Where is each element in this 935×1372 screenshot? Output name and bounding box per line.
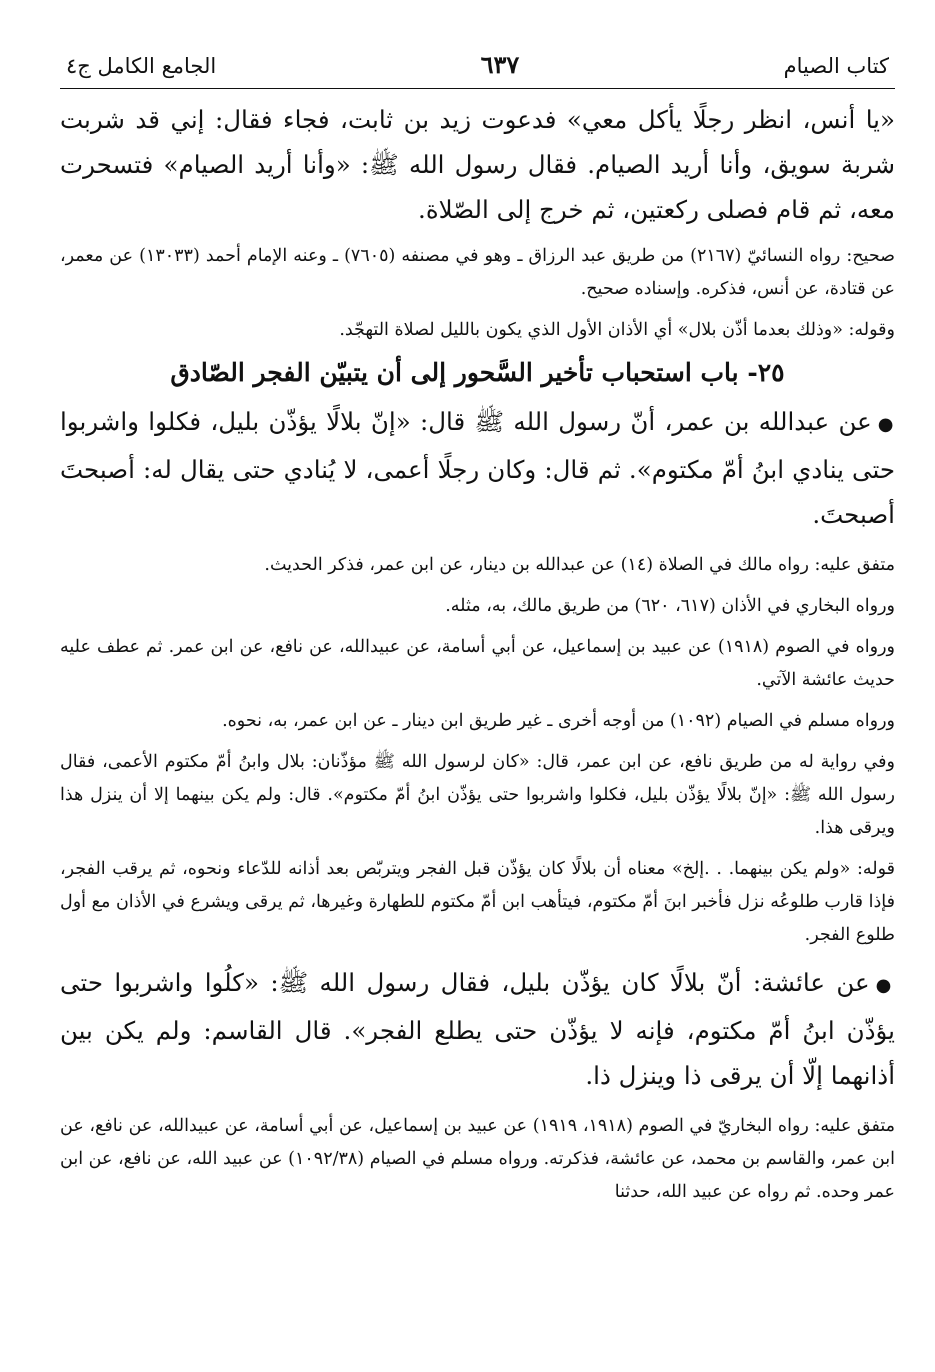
hadith-aisha (60, 960, 895, 1098)
hadith-ibn-umar-text: عن عبدالله بن عمر، أنّ رسول الله ﷺ قال: «إنّ بلالًا يؤذّن بليل، فكلوا واشربوا حتى ينادي ابنُ أمّ مكتوم». ثم قال: وكان رجلًا أعمى، لا يُنادي حتى يقال له: أصبحتَ أصبحتَ. (60, 407, 895, 529)
takhrij-note-4: ورواه في الصوم (١٩١٨) عن عبيد بن إسماعيل، عن أبي أسامة، عن عبيدالله، عن نافع، عن ابن عمر. ثم عطف عليه حديث عائشة الآتي. (60, 637, 895, 690)
header-volume-title: الجامع الكامل ج٤ (66, 54, 217, 78)
takhrij-note-7: متفق عليه: رواه البخاريّ في الصوم (١٩١٨، ١٩١٩) عن عبيد بن إسماعيل، عن أبي أسامة، عن عبيدالله، عن نافع، عن ابن عمر، والقاسم بن محمد، عن عائشة، فذكرته. ورواه مسلم في الصيام (١٠٩٢/٣٨) عن عبيد الله، عن نافع، عن ابن عمر وحده. ثم رواه عن عبيد الله، حدثنا (60, 1116, 896, 1202)
hadith-text-continued: «يا أنس، انظر رجلًا يأكل معي» فدعوت زيد بن ثابت، فجاء فقال: إني قد شربت شربة سويق، وأنا أريد الصيام. فقال رسول الله ﷺ: «وأنا أريد الصيام» فتسحرت معه، ثم قام فصلى ركعتين، ثم خرج إلى الصّلاة. (60, 105, 895, 224)
commentary-note-1: وقوله: «وذلك بعدما أذّن بلال» أي الأذان الأول الذي يكون بالليل لصلاة التهجّد. (339, 320, 895, 340)
takhrij-note-6: وفي رواية له من طريق نافع، عن ابن عمر، قال: «كان لرسول الله ﷺ مؤذّنان: بلال وابنُ أمّ مكتوم الأعمى، فقال رسول الله ﷺ: «إنّ بلالًا يؤذّن بليل، فكلوا واشربوا حتى يؤذّن ابنُ أمّ مكتوم». قال: ولم يكن بينهما إلا أن ينزل هذا ويرقى هذا. (60, 752, 895, 838)
takhrij-note-1: صحيح: رواه النسائيّ (٢١٦٧) من طريق عبد الرزاق ـ وهو في مصنفه (٧٦٠٥) ـ وعنه الإمام أحمد (١٣٠٣٣) عن معمر، عن قتادة، عن أنس، فذكره. وإسناده صحيح. (60, 246, 895, 299)
takhrij-note-5: ورواه مسلم في الصيام (١٠٩٢) من أوجه أخرى ـ غير طريق ابن دينار ـ عن ابن عمر، به، نحوه. (222, 711, 895, 731)
hadith-ibn-umar (60, 399, 895, 537)
running-header (60, 50, 895, 89)
chapter-heading: ٢٥- باب استحباب تأخير السَّحور إلى أن يتبيّن الفجر الصّادق (170, 358, 785, 387)
bullet-icon: ● (875, 975, 895, 996)
bullet-icon: ● (877, 414, 895, 435)
commentary-note-2: قوله: «ولم يكن بينهما. . .إلخ» معناه أن بلالًا كان يؤذّن قبل الفجر ويتربّص بعد أذانه للدّعاء ونحوه، ثم يرقب الفجر، فإذا قارب طلوعُه نزل فأخبر ابنَ أمّ مكتوم، فيتأهب ابن أمّ مكتوم للطهارة وغيرها، ثم يرقى ويشرع في الأذان مع أول طلوع الفجر. (60, 859, 895, 945)
header-book-title: كتاب الصيام (783, 54, 889, 78)
hadith-aisha-text: عن عائشة: أنّ بلالًا كان يؤذّن بليل، فقال رسول الله ﷺ: «كلُوا واشربوا حتى يؤذّن ابنُ أمّ مكتوم، فإنه لا يؤذّن حتى يطلع الفجر». قال القاسم: ولم يكن بين أذانهما إلّا أن يرقى ذا وينزل ذا. (60, 968, 895, 1090)
takhrij-note-3: ورواه البخاري في الأذان (٦١٧، ٦٢٠) من طريق مالك، به، مثله. (445, 596, 895, 616)
takhrij-note-2: متفق عليه: رواه مالك في الصلاة (١٤) عن عبدالله بن دينار، عن ابن عمر، فذكر الحديث. (264, 555, 895, 575)
page-number: ٦٣٧ (480, 50, 520, 79)
